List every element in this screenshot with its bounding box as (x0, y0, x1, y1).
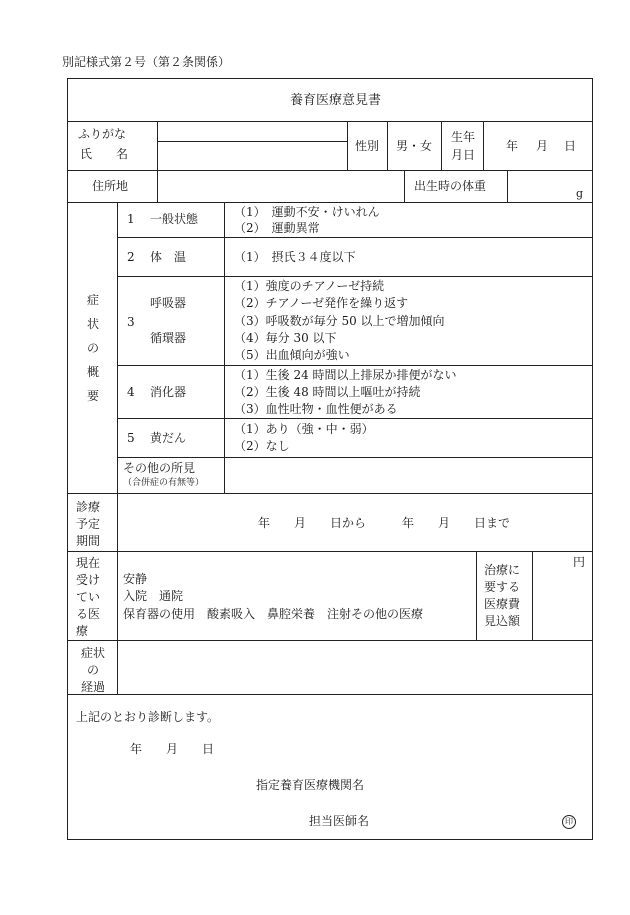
form-label: 別記様式第２号（第２条関係） (62, 55, 231, 69)
cost-field[interactable] (533, 552, 592, 639)
furigana-field[interactable] (158, 122, 346, 140)
birth-month-label: 月 (536, 139, 549, 153)
treatment-line: 安静 (123, 572, 148, 586)
progress-label: 症状 の 経過 (80, 646, 105, 694)
birth-label-top: 生年 (451, 130, 476, 144)
rule (67, 694, 593, 695)
symptom-jaundice-item: （1）あり（強・中・弱） (234, 422, 374, 436)
symptom-respiratory-item: （3）呼吸数が毎分 50 以上で増加傾向 (234, 314, 445, 328)
cost-estimate-label: 治療に 要する 医療費 見込額 (484, 563, 521, 628)
rule (117, 418, 593, 419)
signature-date[interactable]: 年 月 日 (130, 742, 215, 756)
institution-label: 指定養育医療機関名 (256, 778, 365, 792)
rule (117, 276, 593, 277)
progress-field[interactable] (118, 641, 592, 693)
rule (117, 237, 593, 238)
symptom-num-2: 2 (127, 250, 135, 264)
symptom-digestive-item: （3）血性吐物・血性便がある (234, 402, 398, 416)
name-field[interactable] (158, 142, 346, 169)
rule (67, 202, 593, 203)
symptom-num-5: 5 (127, 431, 135, 445)
symptom-jaundice-item: （2）なし (234, 439, 290, 453)
schedule-period[interactable]: 年 月 日から 年 月 日まで (258, 516, 511, 530)
symptom-temperature-label: 体 温 (150, 250, 187, 264)
symptom-respiratory-item: （5）出血傾向が強い (234, 348, 350, 362)
diagnosis-statement: 上記のとおり診断します。 (76, 710, 220, 724)
rule (117, 202, 118, 640)
rule (117, 365, 593, 366)
current-treatment-label: 現在 受け てい る医 療 (76, 556, 101, 638)
symptom-jaundice-label: 黄だん (150, 431, 187, 445)
other-findings-field[interactable] (225, 458, 592, 492)
symptom-general-label: 一般状態 (150, 212, 199, 226)
seal-mark: 印 (562, 815, 576, 829)
other-findings-label: その他の所見 (123, 461, 196, 475)
address-label: 住所地 (92, 179, 129, 193)
rule (507, 170, 508, 202)
rule (441, 121, 442, 170)
sex-options[interactable]: 男・女 (396, 139, 433, 153)
symptom-digestive-item: （2）生後 48 時間以上嘔吐が持続 (234, 385, 421, 399)
rule (67, 551, 593, 552)
weight-unit: g (576, 187, 584, 200)
birth-year-label: 年 (506, 139, 519, 153)
rule (483, 121, 484, 170)
birth-weight-label: 出生時の体重 (414, 179, 487, 193)
birth-day-label: 日 (564, 139, 577, 153)
rule (404, 170, 405, 202)
cost-unit: 円 (573, 555, 586, 569)
rule (67, 493, 593, 494)
treatment-line: 入院 通院 (123, 589, 184, 603)
symptom-respiratory-item: （2）チアノーゼ発作を繰り返す (234, 296, 409, 310)
symptom-general-item: （1） 運動不安・けいれん (234, 205, 380, 219)
page-title: 養育医療意見書 (290, 93, 382, 108)
address-field[interactable] (158, 171, 403, 201)
symptom-general-item: （2） 運動異常 (234, 221, 320, 235)
symptom-respiratory-label: 呼吸器 (150, 296, 187, 310)
rule (387, 121, 388, 170)
symptom-respiratory-item: （1）強度のチアノーゼ持続 (234, 279, 385, 293)
name-label: 氏 名 (80, 147, 129, 161)
symptom-respiratory-item: （4）毎分 30 以下 (234, 331, 337, 345)
symptom-temperature-item: （1） 摂氏３４度以下 (234, 250, 356, 264)
other-findings-sub: （合併症の有無等） (123, 478, 205, 488)
rule (347, 121, 348, 170)
treatment-line: 保育器の使用 酸素吸入 鼻腔栄養 注射その他の医療 (123, 607, 424, 621)
doctor-label: 担当医師名 (309, 814, 370, 828)
sex-label: 性別 (355, 139, 380, 153)
symptom-digestive-item: （1）生後 24 時間以上排尿か排便がない (234, 368, 457, 382)
symptom-num-4: 4 (127, 385, 135, 399)
symptom-digestive-label: 消化器 (150, 385, 187, 399)
rule (476, 551, 477, 640)
birth-label-bottom: 月日 (451, 148, 476, 162)
symptom-circulatory-label: 循環器 (150, 331, 187, 345)
furigana-label: ふりがな (78, 127, 127, 141)
symptom-num-1: 1 (127, 212, 135, 226)
symptom-overview-label: 症 状 の 概 要 (87, 293, 100, 403)
schedule-label: 診療 予定 期間 (76, 500, 101, 548)
rule (224, 202, 225, 493)
symptom-num-3: 3 (127, 315, 135, 329)
